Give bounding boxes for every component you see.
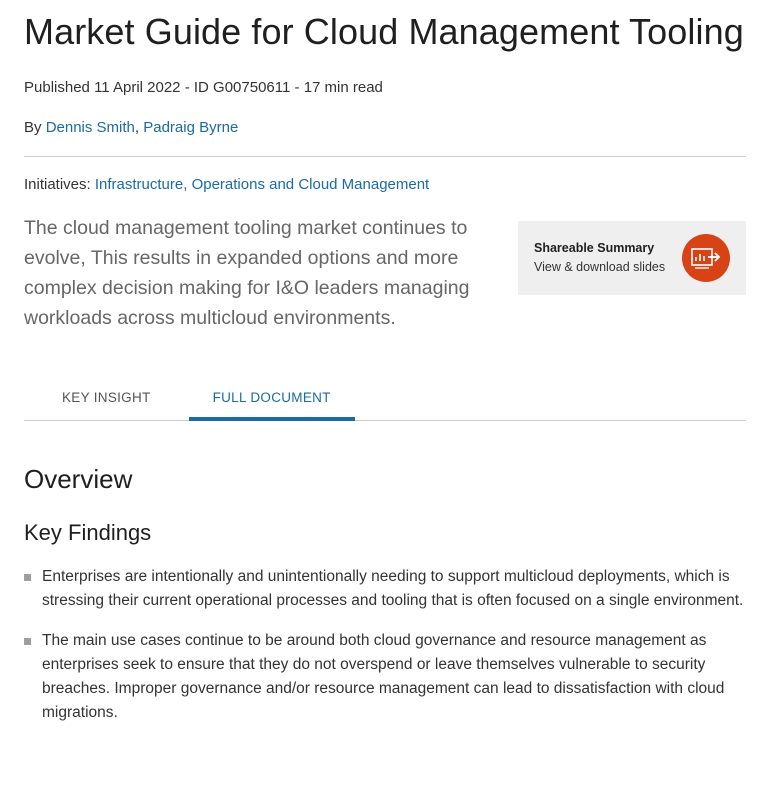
share-card-text <box>534 239 665 277</box>
overview-heading: Overview <box>24 464 133 494</box>
finding-text: Enterprises are intentionally and unintentionally needing to support multicloud deployments, which is stressing their current operational processes and tooling that is often focused on a single environment. <box>42 568 744 609</box>
author-separator: , <box>134 119 144 136</box>
publication-meta <box>24 78 746 98</box>
finding-text: The main use cases continue to be around both cloud governance and resource management as enterprises seek to ensure that they do not overspend or leave themselves vulnerable to security breaches. Improper governance and/or resource management can lead to dissatisfaction with cloud migrations. <box>42 632 725 721</box>
tab-full-document[interactable]: FULL DOCUMENT <box>189 377 355 421</box>
document-tabs <box>24 377 746 421</box>
share-card-subtitle: View & download slides <box>534 260 666 274</box>
author-link-padraig-byrne[interactable]: Padraig Byrne <box>143 119 239 136</box>
slides-export-icon-graphic <box>691 247 721 269</box>
key-findings-list <box>24 565 746 725</box>
initiatives <box>24 175 746 195</box>
list-item <box>24 565 746 613</box>
meta-separator: - <box>184 79 194 96</box>
header-divider <box>24 156 746 157</box>
shareable-summary-card[interactable] <box>518 221 746 295</box>
bullet-icon <box>24 638 31 645</box>
bullet-icon <box>24 574 31 581</box>
document-id: G00750611 <box>213 79 291 96</box>
initiative-link[interactable]: Infrastructure, Operations and Cloud Management <box>94 176 430 193</box>
id-label: ID <box>193 79 209 96</box>
share-card-title: Shareable Summary <box>534 241 655 255</box>
author-link-dennis-smith[interactable]: Dennis Smith <box>45 119 135 136</box>
initiatives-label: Initiatives: <box>24 176 91 193</box>
list-item <box>24 629 746 725</box>
read-time: 17 min read <box>303 79 383 96</box>
tab-key-insight[interactable]: KEY INSIGHT <box>62 389 151 405</box>
by-label: By <box>24 119 42 136</box>
key-findings-heading: Key Findings <box>24 520 152 545</box>
meta-separator: - <box>294 79 304 96</box>
published-date: 11 April 2022 <box>94 79 181 96</box>
published-label: Published <box>24 79 90 96</box>
article-summary: The cloud management tooling market continues to evolve, This results in expanded options and more complex decision making for I&O leaders managing workloads across multicloud environments. <box>24 217 470 329</box>
summary-row <box>24 213 746 333</box>
page-title: Market Guide for Cloud Management Tooling <box>24 11 744 52</box>
byline <box>24 118 746 138</box>
slides-export-icon[interactable] <box>682 234 730 282</box>
